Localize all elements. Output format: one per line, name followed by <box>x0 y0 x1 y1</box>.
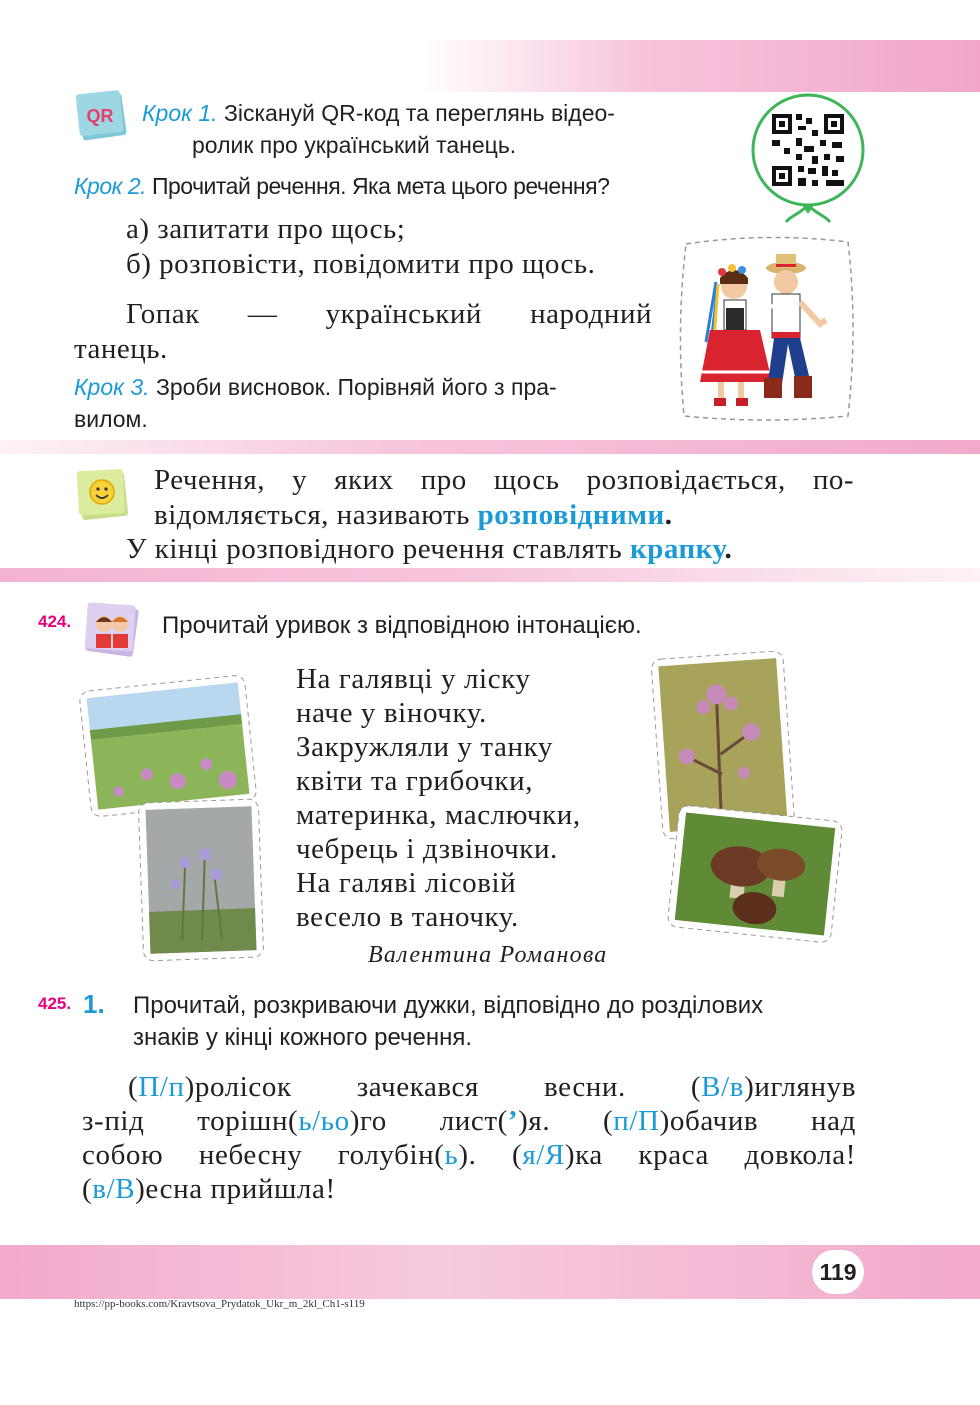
rule-line2-pre: відомляється, називають <box>154 499 478 531</box>
step3-text-line2: вилом. <box>74 406 148 432</box>
rule-line3 <box>126 532 732 567</box>
rule-line1: Речення, у яких про щось розповідається, по- <box>154 464 854 496</box>
divider-band-2 <box>0 568 980 582</box>
text-segment: )обачив над <box>659 1105 856 1137</box>
rule-line2-post: . <box>664 499 673 531</box>
step3 <box>74 372 557 402</box>
bellflower-photo <box>137 798 265 962</box>
qr-code-icon[interactable] <box>750 92 868 232</box>
rule-line2 <box>154 498 672 533</box>
ex425-line4 <box>82 1172 856 1206</box>
choice-option: ь <box>444 1139 459 1171</box>
ex425-line3 <box>82 1138 856 1172</box>
text-segment: ). ( <box>458 1139 523 1171</box>
choice-option: ь/ьо <box>298 1105 350 1137</box>
meadow-photo <box>78 674 258 819</box>
qr-badge-icon <box>74 90 128 142</box>
poem-line: На галяві лісовій <box>296 867 517 899</box>
page-number: 119 <box>812 1250 864 1294</box>
smiley-note-icon <box>74 466 132 524</box>
choice-option: п/П <box>613 1105 660 1137</box>
divider-band-1 <box>0 440 980 454</box>
text-segment: )го лист( <box>349 1105 508 1137</box>
choice-option: ’ <box>507 1105 519 1137</box>
text-segment: ( <box>128 1071 139 1103</box>
ex425-text <box>82 1070 856 1206</box>
step1-text-line2: ролик про український танець. <box>192 132 517 158</box>
ex425-instruction-line1: Прочитай, розкриваючи дужки, відповідно до розділових <box>133 992 764 1019</box>
option-b: б) розповісти, повідомити про щось. <box>126 248 596 280</box>
source-url[interactable]: https://pp-books.com/Kravtsova_Prydatok_Ukr_m_2kl_Ch1-s119 <box>74 1298 365 1310</box>
top-pink-band <box>420 40 980 92</box>
svg-text:QR: QR <box>86 106 114 126</box>
ex425-line1 <box>82 1070 856 1104</box>
dancers-illustration <box>676 232 856 424</box>
poem-line: На галявці у ліску <box>296 663 531 695</box>
ex425-step: 1. <box>83 989 105 1019</box>
ex425-number: 425. <box>38 994 72 1013</box>
poem-line: материнка, маслючки, <box>296 799 581 831</box>
example-line2: танець. <box>74 333 168 365</box>
ex425-instruction-line2: знаків у кінці кожного речення. <box>133 1024 473 1051</box>
rule-term-narrative: розповідними <box>477 499 665 531</box>
poem-line: чебрець і дзвіночки. <box>296 833 558 865</box>
poem-line: Закружляли у танку <box>296 731 553 763</box>
choice-option: я/Я <box>522 1139 565 1171</box>
step2-text: Прочитай речення. Яка мета цього речення? <box>151 173 610 199</box>
example-line1: Гопак — український народний <box>126 298 652 330</box>
choice-option: П/п <box>138 1071 185 1103</box>
poem-line: весело в таночку. <box>296 901 519 933</box>
rule-line3-pre: У кінці розповідного речення ставлять <box>126 533 630 565</box>
ex425-line2 <box>82 1104 856 1138</box>
kids-reading-icon <box>82 600 142 660</box>
poem-author: Валентина Романова <box>368 942 608 968</box>
choice-option: в/В <box>92 1173 136 1205</box>
choice-option: В/в <box>701 1071 745 1103</box>
poem <box>296 662 581 934</box>
step2-label: Крок 2. <box>74 173 147 199</box>
ex424-instruction: Прочитай уривок з відповідною інтонацією. <box>162 612 642 639</box>
text-segment: )иглянув <box>744 1071 856 1103</box>
poem-line: квіти та грибочки, <box>296 765 534 797</box>
text-segment: )я. ( <box>518 1105 614 1137</box>
ex424-number: 424. <box>38 612 72 631</box>
text-segment: )ролісок зачекався весни. ( <box>184 1071 702 1103</box>
step3-label: Крок 3. <box>74 374 150 400</box>
option-a: а) запитати про щось; <box>126 213 406 245</box>
text-segment: собою небесну голубін( <box>82 1139 445 1171</box>
text-segment: ( <box>82 1173 93 1205</box>
rule-term-period: крапку <box>629 533 725 565</box>
poem-line: наче у віночку. <box>296 697 487 729</box>
mushrooms-photo <box>666 804 844 945</box>
step3-text-line1: Зроби висновок. Порівняй його з пра- <box>155 374 557 400</box>
text-segment: )ка краса довкола! <box>564 1139 857 1171</box>
step1 <box>142 98 732 128</box>
rule-line3-post: . <box>724 533 733 565</box>
text-segment: з-під торішн( <box>82 1105 299 1137</box>
step1-text-line1: Зіскануй QR-код та переглянь відео- <box>223 100 615 126</box>
step2 <box>74 171 609 201</box>
text-segment: )есна прийшла! <box>135 1173 336 1205</box>
step1-label: Крок 1. <box>142 100 218 126</box>
